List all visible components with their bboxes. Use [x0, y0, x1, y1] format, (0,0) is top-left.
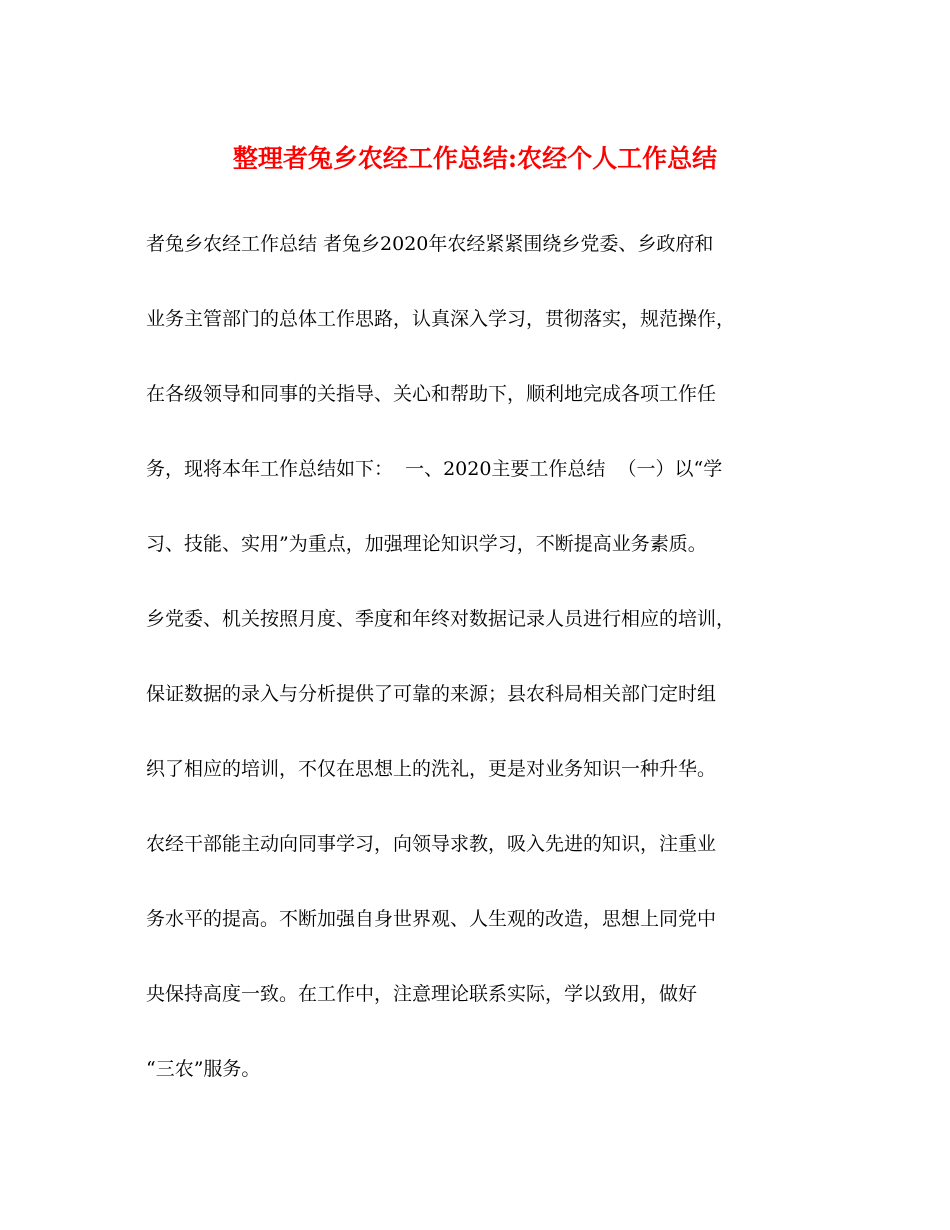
body-line: 央保持高度一致。在工作中，注意理论联系实际，学以致用，做好 [146, 983, 698, 1005]
body-line: 保证数据的录入与分析提供了可靠的来源；县农科局相关部门定时组 [146, 683, 717, 705]
body-line: 务水平的提高。不断加强自身世界观、人生观的改造，思想上同党中 [146, 908, 717, 930]
body-line: 业务主管部门的总体工作思路，认真深入学习，贯彻落实，规范操作， [146, 308, 736, 330]
body-line: 在各级领导和同事的关指导、关心和帮助下，顺利地完成各项工作任 [146, 383, 717, 405]
body-line: 乡党委、机关按照月度、季度和年终对数据记录人员进行相应的培训， [146, 608, 736, 630]
body-line: 习、技能、实用”为重点，加强理论知识学习，不断提高业务素质。 [146, 533, 707, 555]
body-line: “三农”服务。 [146, 1058, 261, 1080]
body-line: 者兔乡农经工作总结 者兔乡2020年农经紧紧围绕乡党委、乡政府和 [146, 233, 714, 255]
body-line: 农经干部能主动向同事学习，向领导求教，吸入先进的知识，注重业 [146, 833, 717, 855]
body-line: 织了相应的培训，不仅在思想上的洗礼，更是对业务知识一种升华。 [146, 758, 717, 780]
document-title: 整理者兔乡农经工作总结:农经个人工作总结 [232, 144, 718, 173]
document-body [146, 226, 826, 1126]
body-line: 务，现将本年工作总结如下： 一、2020主要工作总结 （一）以“学 [146, 458, 723, 480]
